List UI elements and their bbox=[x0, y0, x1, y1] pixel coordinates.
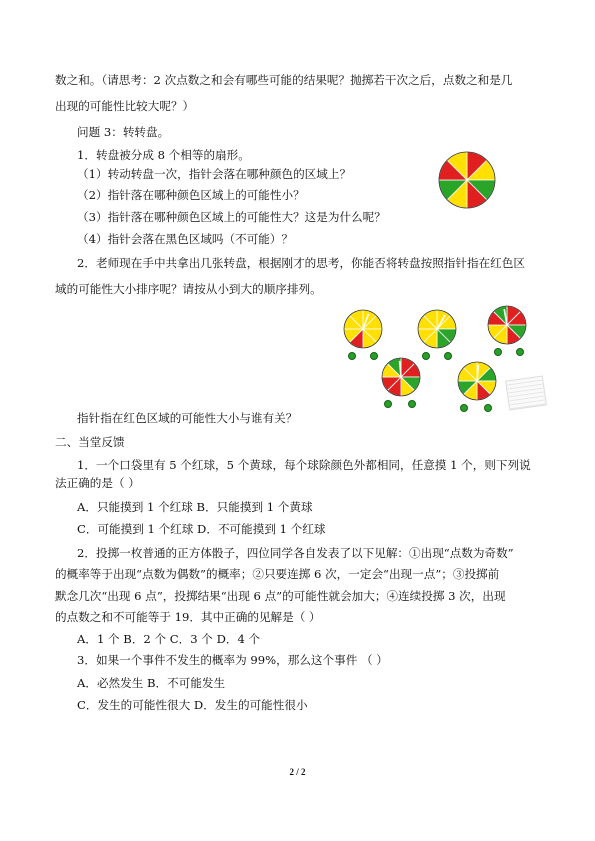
text-line-5: （1）转动转盘一次，指针会落在哪种颜色的区域上？ bbox=[77, 167, 352, 181]
text-line-7: （3）指针落在哪种颜色区域上的可能性大？这是为什么呢？ bbox=[77, 210, 386, 224]
pin-ball bbox=[408, 400, 416, 408]
text-line-22: 3．如果一个事件不发生的概率为 99%，那么这个事件 （ ） bbox=[77, 653, 388, 667]
pin-ball bbox=[494, 348, 502, 356]
text-line-12: 二、当堂反馈 bbox=[55, 435, 125, 449]
text-line-18: 的概率等于出现“点数为偶数”的概率；②只要连掷 6 次，一定会“出现一点”；③投掷前 bbox=[55, 567, 500, 581]
text-line-10: 域的可能性大小排序呢？请按从小到大的顺序排列。 bbox=[55, 282, 322, 296]
spinner-main bbox=[437, 150, 497, 210]
text-line-21: A．1 个 B．2 个 C．3 个 D．4 个 bbox=[77, 632, 261, 646]
text-line-20: 的点数之和不可能等于 19．其中正确的见解是（ ） bbox=[55, 610, 321, 624]
pin-ball bbox=[460, 404, 468, 412]
pin-ball bbox=[422, 352, 430, 360]
text-line-3: 问题 3：转转盘。 bbox=[77, 125, 170, 139]
text-line-19: 默念几次“出现 6 点”，投掷结果“出现 6 点”的可能性就会加大；④连续投掷 3 次，出现 bbox=[55, 589, 506, 603]
pin-ball bbox=[484, 404, 492, 412]
paper-sketch-image bbox=[505, 376, 547, 411]
page-number: 2 / 2 bbox=[289, 767, 306, 777]
text-line-16: C．可能摸到 1 个红球 D．不可能摸到 1 个红球 bbox=[77, 522, 326, 536]
spinner-figure bbox=[338, 300, 554, 412]
text-line-14: 法正确的是（ ） bbox=[55, 476, 140, 490]
text-line-13: 1．一个口袋里有 5 个红球，5 个黄球，每个球除颜色外都相同，任意摸 1 个，则下列说 bbox=[77, 458, 531, 472]
text-line-23: A．必然发生 B．不可能发生 bbox=[77, 676, 226, 690]
pin-ball bbox=[384, 400, 392, 408]
text-line-2: 出现的可能性比较大呢？） bbox=[55, 99, 195, 113]
text-line-15: A．只能摸到 1 个红球 B．只能摸到 1 个黄球 bbox=[77, 500, 313, 514]
text-line-1: 数之和。（请思考：2 次点数之和会有哪些可能的结果呢？抛掷若干次之后，点数之和是几 bbox=[55, 73, 513, 87]
spinner-3 bbox=[486, 304, 528, 346]
text-line-4: 1．转盘被分成 8 个相等的扇形。 bbox=[77, 148, 250, 162]
spinner-1 bbox=[342, 308, 384, 350]
pin-ball bbox=[370, 352, 378, 360]
spinner-5 bbox=[456, 360, 498, 402]
text-line-24: C．发生的可能性很大 D．发生的可能性很小 bbox=[77, 698, 308, 712]
text-line-6: （2）指针落在哪种颜色区域上的可能性小？ bbox=[77, 188, 305, 202]
spinner-4 bbox=[380, 356, 422, 398]
pin-ball bbox=[348, 352, 356, 360]
text-line-9: 2．老师现在手中共拿出几张转盘，根据刚才的思考，你能否将转盘按照指针指在红色区 bbox=[77, 256, 525, 270]
pin-ball bbox=[444, 352, 452, 360]
text-line-11: 指针指在红色区域的可能性大小与谁有关？ bbox=[77, 411, 298, 425]
pin-ball bbox=[516, 348, 524, 356]
text-line-17: 2．投掷一枚普通的正方体骰子，四位同学各自发表了以下见解：①出现“点数为奇数” bbox=[77, 546, 514, 560]
text-line-8: （4）指针会落在黑色区域吗（不可能）？ bbox=[77, 232, 294, 246]
spinner-2 bbox=[416, 308, 458, 350]
